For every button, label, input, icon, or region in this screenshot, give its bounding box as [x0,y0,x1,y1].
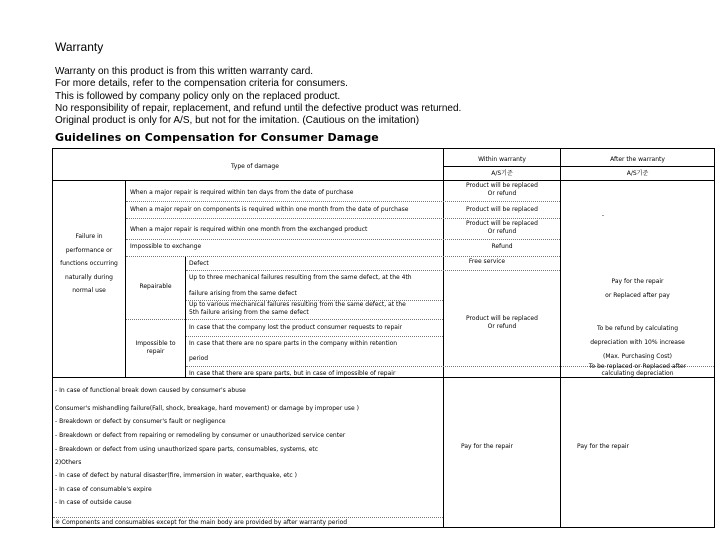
header-divider [443,166,715,167]
table-border-right [714,148,715,527]
row-divider [126,201,560,202]
after-to-be-refund: To be refund by calculating [596,325,679,332]
group-label-line: naturally during [65,273,113,281]
intro-line: Original product is only for A/S, but not for the imitation. (Cautious on the imitation) [55,115,420,127]
sub-group-column-border [185,256,186,377]
after-replaced-after [561,363,714,377]
after-line: calculating depreciation [601,370,674,377]
header-within-warranty: Within warranty [478,156,526,163]
within-line: Product will be replaced [466,182,538,189]
bottom-item: - In case of defect by natural disaster(fire, immersion in water, earthquake, etc ) [55,472,297,479]
bottom-after-pay: Pay for the repair [576,443,630,450]
after-depreciation: depreciation with 10% increase [590,339,685,346]
bottom-item: Consumer's mishandling failure(Fall, shock, breakage, hard movement) or damage by improper use ) [55,405,359,412]
header-bottom-border [52,180,715,181]
failure-group-label [55,230,123,298]
row-three-failures-cont: failure arising from the same defect [189,290,297,297]
row-spare-parts-no-repair: In case that there are spare parts, but in case of impossible of repair [189,370,396,377]
components-note: ※ Components and consumables except for the main body are provided by after warranty period [55,519,348,526]
bottom-item: - In case of consumable's expire [55,486,152,493]
impossible-line: repair [146,348,165,355]
table-border-left [52,148,53,527]
after-max-cost: (Max. Purchasing Cost) [603,353,672,360]
row-divider [186,336,443,337]
repairable-label: Repairable [139,283,172,290]
within-replace-refund-4 [444,315,560,331]
within-refund: Refund [491,243,513,250]
group-label-line: performance or [65,246,113,254]
row-no-spare-parts-cont: period [189,355,209,362]
impossible-line: Impossible to [135,340,176,347]
row-major-repair-ten-days: When a major repair is required within ten days from the date of purchase [130,189,354,196]
header-type-of-damage: Type of damage [231,163,279,170]
header-within-sub: A/S기준 [491,170,513,177]
intro-line: This is followed by company policy only on the replaced product. [55,90,341,102]
within-line: Product will be replaced [466,220,538,227]
group-label-line: functions occurring [60,260,118,267]
within-line: Or refund [487,228,517,235]
row-repair-exchanged-product: When a major repair is required within one month from the exchanged product [130,226,368,233]
table-border-top [52,148,715,149]
intro-line: Warranty on this product is from this written warranty card. [55,66,314,77]
within-replace-refund-1 [444,182,560,198]
row-component-repair-one-month: When a major repair on components is required within one month from the date of purchase [130,206,409,213]
after-column-border [560,148,561,527]
row-three-failures: Up to three mechanical failures resulting from the same defect, at the 4th [189,274,412,281]
row-various-failures-cont: 5th failure arising from the same defect [189,309,309,316]
bottom-item: - Breakdown or defect from using unauthorized spare parts, consumables, systems, etc [55,446,319,453]
group-column-border [125,180,126,377]
group-label-line: normal use [72,287,106,294]
intro-line: No responsibility of repair, replacement, and refund until the defective product was returned. [55,102,462,114]
within-line: Or refund [487,323,517,330]
within-line: Or refund [487,190,517,197]
impossible-repair-label [127,340,184,356]
bottom-item: - In case of functional break down caused by consumer's abuse [55,387,246,394]
header-after-warranty: After the warranty [610,156,665,163]
within-line: Product will be replaced [466,315,538,322]
after-dash: - [601,212,605,219]
row-divider [126,319,443,320]
row-divider [126,239,560,240]
header-after-sub: A/S기준 [626,170,649,177]
bottom-within-pay: Pay for the repair [460,443,514,450]
row-no-spare-parts: In case that there are no spare parts in the company within retention [189,340,398,347]
after-line: To be replaced or Replaced after [588,363,687,370]
after-or-replaced: or Replaced after pay [605,292,670,299]
row-defect: Defect [189,260,209,267]
group-label-line: Failure in [75,233,103,240]
row-divider [126,256,560,257]
after-pay-repair: Pay for the repair [611,278,664,285]
page-title: Warranty [55,40,104,54]
intro-text [55,66,715,127]
within-column-border [443,148,444,527]
bottom-item: - Breakdown or defect by consumer's fault or negligence [55,418,226,425]
within-free-service: Free service [468,258,506,265]
section-heading: Guidelines on Compensation for Consumer Damage [55,131,379,144]
row-company-lost-product: In case that the company lost the product consumer requests to repair [189,324,403,331]
within-replace-2: Product will be replaced [466,206,538,213]
row-divider [126,218,560,219]
bottom-item: - Breakdown or defect from repairing or remodeling by consumer or unauthorized service center [55,432,346,439]
intro-line: For more details, refer to the compensation criteria for consumers. [55,78,348,90]
row-divider [53,517,443,518]
bottom-item: 2)Others [55,459,82,466]
table-border-bottom [52,527,715,528]
row-various-failures: Up to various mechanical failures resulting from the same defect, at the [189,301,406,308]
within-replace-refund-3 [444,220,560,236]
row-impossible-exchange: Impossible to exchange [130,243,202,250]
bottom-item: - In case of outside cause [55,499,132,506]
row-divider [186,270,560,271]
